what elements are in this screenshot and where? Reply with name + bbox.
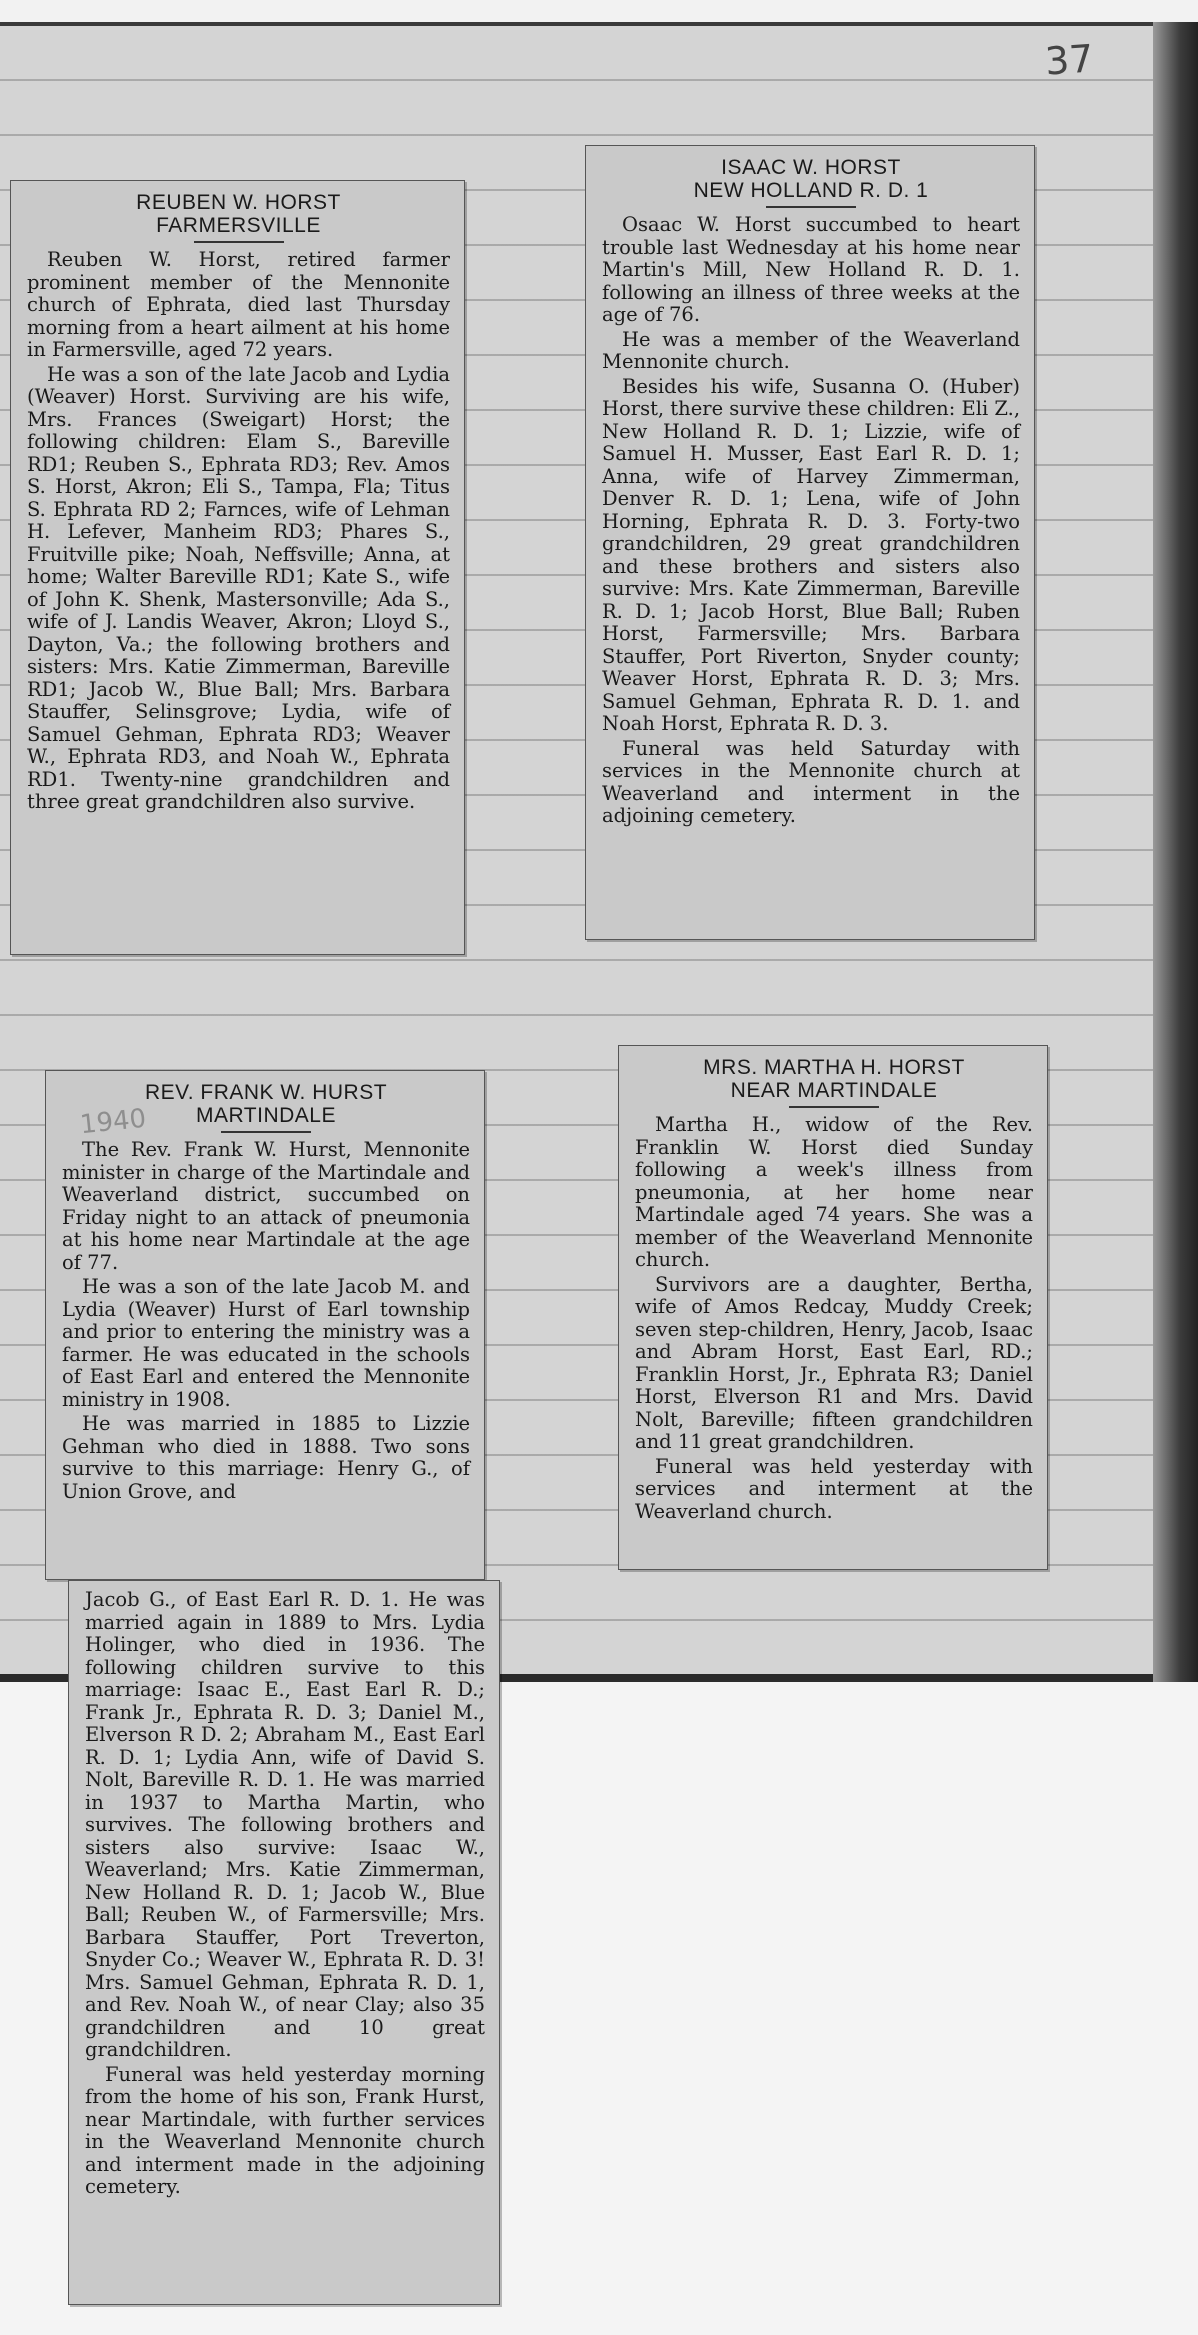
obituary-clipping-frank-hurst-continued <box>68 1580 500 2305</box>
page-number: 37 <box>1043 36 1095 84</box>
obituary-paragraph: He was a son of the late Jacob and Lydia (Weaver) Horst. Surviving are his wife, Mrs. Frances (Sweigart) Horst; the following children: Elam S., Bareville RD1; Reuben S., Ephrata RD3; Rev. Amos S. Horst, Akron; Eli S., Tampa, Fla; Titus S. Ephrata RD 2; Farnces, wife of Lehman H. Lefever, Manheim RD3; Phares S., Fruitville pike; Noah, Neffsville; Anna, at home; Walter Bareville RD1; Kate S., wife of John K. Shenk, Mastersonville; Ada S., wife of J. Landis Weaver, Akron; Lloyd S., Dayton, Va.; the following brothers and sisters: Mrs. Katie Zimmerman, Bareville RD1; Jacob W., Blue Ball; Mrs. Barbara Stauffer, Selinsgrove; Lydia, wife of Samuel Gehman, Ephrata RD3; Weaver W., Ephrata RD3, and Noah W., Ephrata RD1. Twenty-nine grandchildren and three great grandchildren also survive. <box>27 362 450 813</box>
obituary-title: MRS. MARTHA H. HORST NEAR MARTINDALE <box>703 1056 965 1102</box>
divider <box>789 1106 879 1108</box>
obituary-paragraph: Reuben W. Horst, retired farmer prominent member of the Mennonite church of Ephrata, died last Thursday morning from a heart ailment at his home in Farmersville, aged 72 years. <box>27 248 450 361</box>
obituary-paragraph: He was a son of the late Jacob M. and Lydia (Weaver) Hurst of Earl township and prior to entering the ministry was a farmer. He was educated in the schools of East Earl and entered the Mennonite ministry in 1908. <box>62 1275 470 1411</box>
obituary-paragraph: Osaac W. Horst succumbed to heart trouble last Wednesday at his home near Martin's Mill, New Holland R. D. 1. following an illness of three weeks at the age of 76. <box>602 213 1020 326</box>
obituary-clipping-martha-horst <box>618 1045 1048 1570</box>
obituary-title: REUBEN W. HORST FARMERSVILLE <box>136 191 341 237</box>
obituary-clipping-reuben-horst <box>10 180 465 955</box>
obituary-paragraph: Funeral was held yesterday morning from the home of his son, Frank Hurst, near Martindale, with further services in the Weaverland Mennonite church and interment made in the adjoining cemetery. <box>85 2062 485 2198</box>
obituary-clipping-isaac-horst <box>585 145 1035 940</box>
obituary-paragraph: He was married in 1885 to Lizzie Gehman who died in 1888. Two sons survive to this marriage: Henry G., of Union Grove, and <box>62 1412 470 1503</box>
obituary-clipping-frank-hurst <box>45 1070 485 1580</box>
obituary-paragraph: He was a member of the Weaverland Mennonite church. <box>602 327 1020 373</box>
album-spine <box>1153 22 1198 1682</box>
obituary-paragraph: Besides his wife, Susanna O. (Huber) Horst, there survive these children: Eli Z., New Holland R. D. 1; Lizzie, wife of Samuel H. Musser, East Earl R. D. 1; Anna, wife of Harvey Zimmerman, Denver R. D. 1; Lena, wife of John Horning, Ephrata R. D. 3. Forty-two grandchildren, 29 great grandchildren and these brothers and sisters also survive: Mrs. Kate Zimmerman, Bareville R. D. 1; Jacob Horst, Blue Ball; Ruben Horst, Farmersville; Mrs. Barbara Stauffer, Port Riverton, Snyder county; Weaver Horst, Ephrata R. D. 3; Mrs. Samuel Gehman, Ephrata R. D. 1. and Noah Horst, Ephrata R. D. 3. <box>602 374 1021 735</box>
obituary-paragraph: Jacob G., of East Earl R. D. 1. He was married again in 1889 to Mrs. Lydia Holinger, who died in 1936. The following children survive to this marriage: Isaac E., East Earl R. D.; Frank Jr., Ephrata R. D. 3; Daniel M., Elverson R D. 2; Abraham M., East Earl R. D. 1; Lydia Ann, wife of David S. Nolt, Bareville R. D. 1. He was married in 1937 to Martha Martin, who survives. The following brothers and sisters also survive: Isaac W., Weaverland; Mrs. Katie Zimmerman, New Holland R. D. 1; Jacob W., Blue Ball; Reuben W., of Farmersville; Mrs. Barbara Stauffer, Port Treverton, Snyder Co.; Weaver W., Ephrata R. D. 3! Mrs. Samuel Gehman, Ephrata R. D. 1, and Rev. Noah W., of near Clay; also 35 grandchildren and 10 great grandchildren. <box>85 1588 485 2061</box>
obituary-paragraph: Funeral was held yesterday with services and interment at the Weaverland church. <box>635 1454 1033 1523</box>
obituary-title: REV. FRANK W. HURST MARTINDALE <box>144 1081 388 1127</box>
divider <box>766 206 856 208</box>
obituary-paragraph: Funeral was held Saturday with services in the Mennonite church at Weaverland and interment in the adjoining cemetery. <box>602 736 1020 827</box>
divider <box>221 1131 311 1133</box>
pencil-annotation: 1940 <box>78 1103 148 1141</box>
obituary-paragraph: Martha H., widow of the Rev. Franklin W. Horst died Sunday following a week's illness from pneumonia, at her home near Martindale aged 74 years. She was a member of the Weaverland Mennonite church. <box>635 1113 1033 1271</box>
obituary-paragraph: The Rev. Frank W. Hurst, Mennonite minister in charge of the Martindale and Weaverland district, succumbed on Friday night to an attack of pneumonia at his home near Martindale at the age of 77. <box>62 1138 470 1274</box>
obituary-title: ISAAC W. HORST NEW HOLLAND R. D. 1 <box>693 156 929 202</box>
obituary-paragraph: Survivors are a daughter, Bertha, wife of Amos Redcay, Muddy Creek; seven step-children, Henry, Jacob, Isaac and Abram Horst, East Earl, RD.; Franklin Horst, Jr., Ephrata R3; Daniel Horst, Elverson R1 and Mrs. David Nolt, Bareville; fifteen grandchildren and 11 great grandchildren. <box>635 1272 1033 1453</box>
divider <box>194 241 284 243</box>
